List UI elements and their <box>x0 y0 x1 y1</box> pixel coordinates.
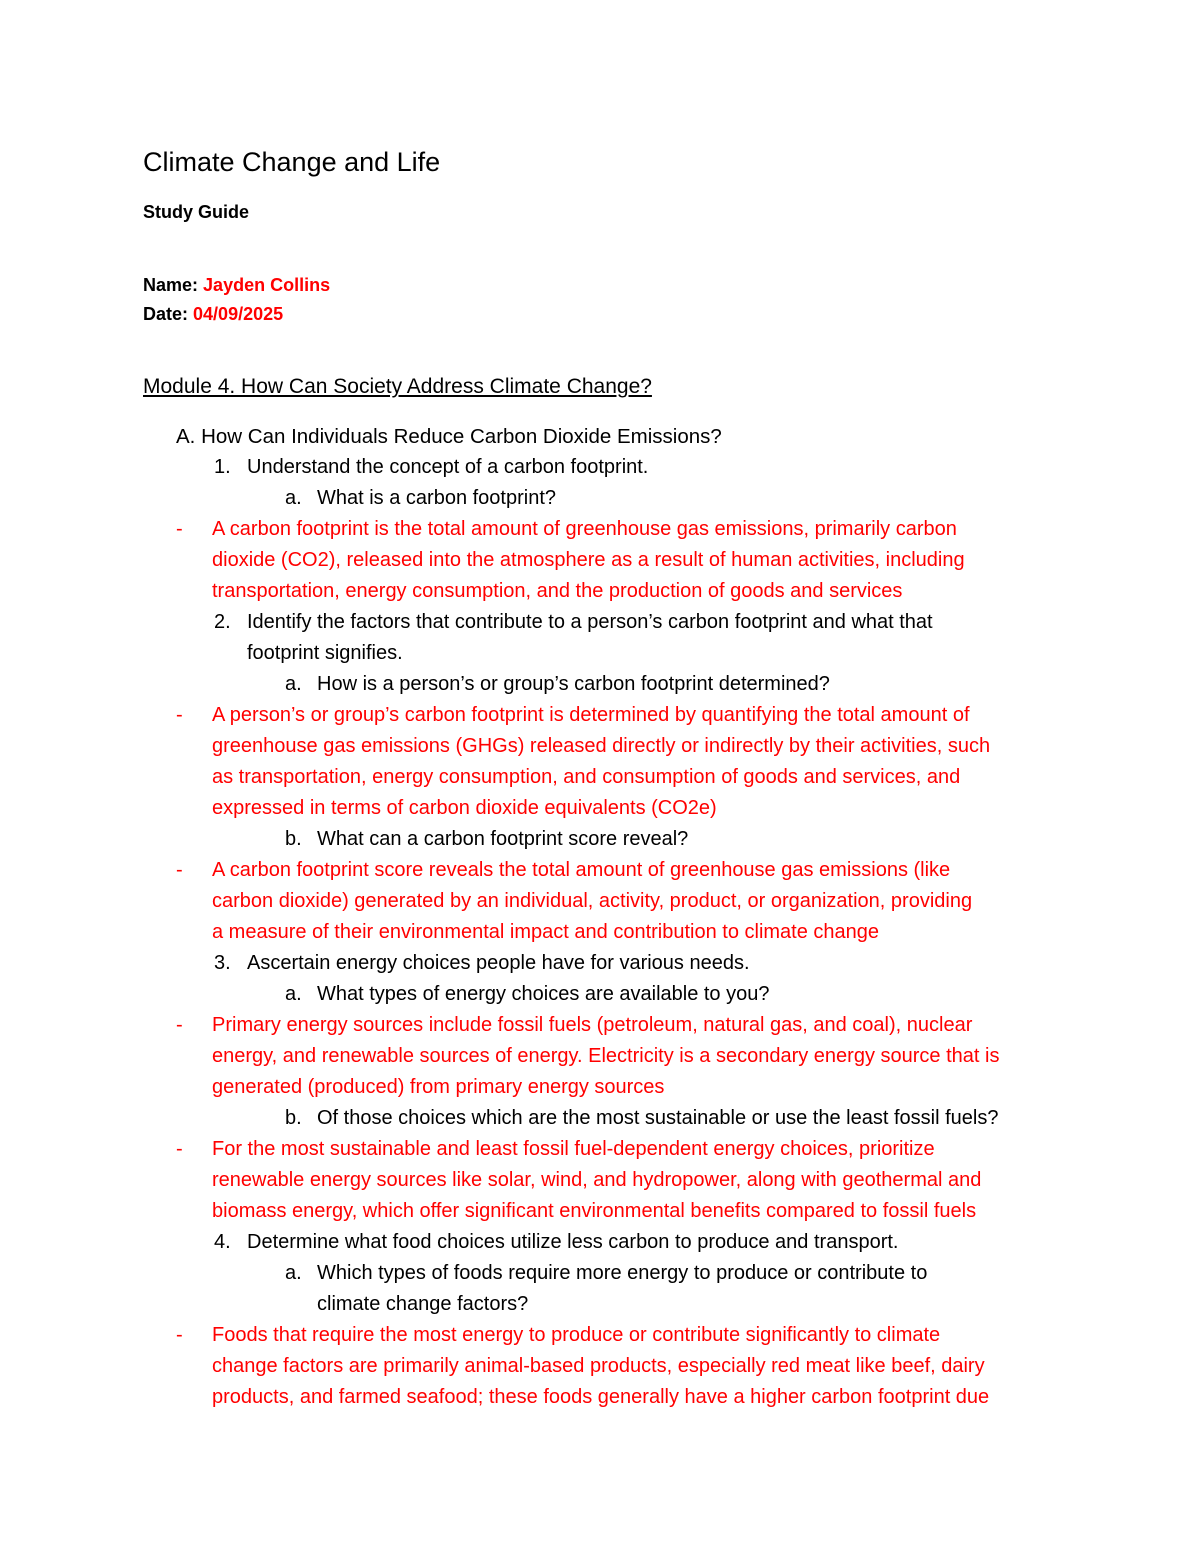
date-value: 04/09/2025 <box>193 304 284 324</box>
section-heading: A. How Can Individuals Reduce Carbon Dioxide Emissions? <box>176 425 722 448</box>
item-marker: 1. <box>214 456 231 478</box>
answer-line: a measure of their environmental impact and contribution to climate change <box>212 921 880 943</box>
answer-line: dioxide (CO2), released into the atmosphere as a result of human activities, including <box>212 549 965 571</box>
answer-dash: - <box>176 1014 183 1036</box>
answer-line: greenhouse gas emissions (GHGs) released directly or indirectly by their activities, such <box>212 735 991 757</box>
name-label: Name: <box>143 275 199 295</box>
answer-line: For the most sustainable and least fossil fuel-dependent energy choices, prioritize <box>212 1138 935 1160</box>
item-text: Determine what food choices utilize less carbon to produce and transport. <box>247 1231 899 1253</box>
answer-line: A carbon footprint is the total amount of greenhouse gas emissions, primarily carbon <box>212 518 957 540</box>
answer-line: transportation, energy consumption, and the production of goods and services <box>212 580 903 602</box>
question-marker: b. <box>285 1107 302 1129</box>
answer-line: energy, and renewable sources of energy. Electricity is a secondary energy source that is <box>212 1045 1000 1067</box>
answer-dash: - <box>176 859 183 881</box>
question-text: What is a carbon footprint? <box>317 487 557 509</box>
answer-dash: - <box>176 518 183 540</box>
answer-line: renewable energy sources like solar, wind, and hydropower, along with geothermal and <box>212 1169 982 1191</box>
question-text: Which types of foods require more energy to produce or contribute to <box>317 1262 928 1284</box>
name-value: Jayden Collins <box>203 275 331 295</box>
item-text: Identify the factors that contribute to a person’s carbon footprint and what that <box>247 611 933 633</box>
answer-dash: - <box>176 1324 183 1346</box>
answer-line: expressed in terms of carbon dioxide equivalents (CO2e) <box>212 797 717 819</box>
name-field <box>143 271 330 299</box>
answer-dash: - <box>176 704 183 726</box>
answer-dash: - <box>176 1138 183 1160</box>
item-text: Ascertain energy choices people have for various needs. <box>247 952 750 974</box>
answer-line: Primary energy sources include fossil fuels (petroleum, natural gas, and coal), nuclear <box>212 1014 973 1036</box>
question-marker: b. <box>285 828 302 850</box>
item-text: Understand the concept of a carbon footprint. <box>247 456 649 478</box>
question-text: How is a person’s or group’s carbon footprint determined? <box>317 673 830 695</box>
item-marker: 4. <box>214 1231 231 1253</box>
question-marker: a. <box>285 673 302 695</box>
question-marker: a. <box>285 1262 302 1284</box>
document-title: Climate Change and Life <box>143 147 441 177</box>
answer-line: products, and farmed seafood; these foods generally have a higher carbon footprint due <box>212 1386 990 1408</box>
date-label: Date: <box>143 304 189 324</box>
document-subtitle: Study Guide <box>143 202 250 222</box>
answer-line: change factors are primarily animal-based products, especially red meat like beef, dairy <box>212 1355 985 1377</box>
question-marker: a. <box>285 487 302 509</box>
question-text: What can a carbon footprint score reveal? <box>317 828 689 850</box>
answer-line: A carbon footprint score reveals the total amount of greenhouse gas emissions (like <box>212 859 951 881</box>
answer-line: carbon dioxide) generated by an individual, activity, product, or organization, providing <box>212 890 973 912</box>
question-text: climate change factors? <box>317 1293 529 1315</box>
module-heading: Module 4. How Can Society Address Climate Change? <box>143 375 652 398</box>
question-marker: a. <box>285 983 302 1005</box>
question-text: What types of energy choices are available to you? <box>317 983 770 1005</box>
question-text: Of those choices which are the most sustainable or use the least fossil fuels? <box>317 1107 999 1129</box>
item-marker: 2. <box>214 611 231 633</box>
answer-line: biomass energy, which offer significant environmental benefits compared to fossil fuels <box>212 1200 977 1222</box>
answer-line: Foods that require the most energy to produce or contribute significantly to climate <box>212 1324 941 1346</box>
item-marker: 3. <box>214 952 231 974</box>
answer-line: as transportation, energy consumption, and consumption of goods and services, and <box>212 766 961 788</box>
item-text: footprint signifies. <box>247 642 403 664</box>
answer-line: generated (produced) from primary energy sources <box>212 1076 665 1098</box>
answer-line: A person’s or group’s carbon footprint is determined by quantifying the total amount of <box>212 704 970 726</box>
date-field <box>143 300 283 328</box>
